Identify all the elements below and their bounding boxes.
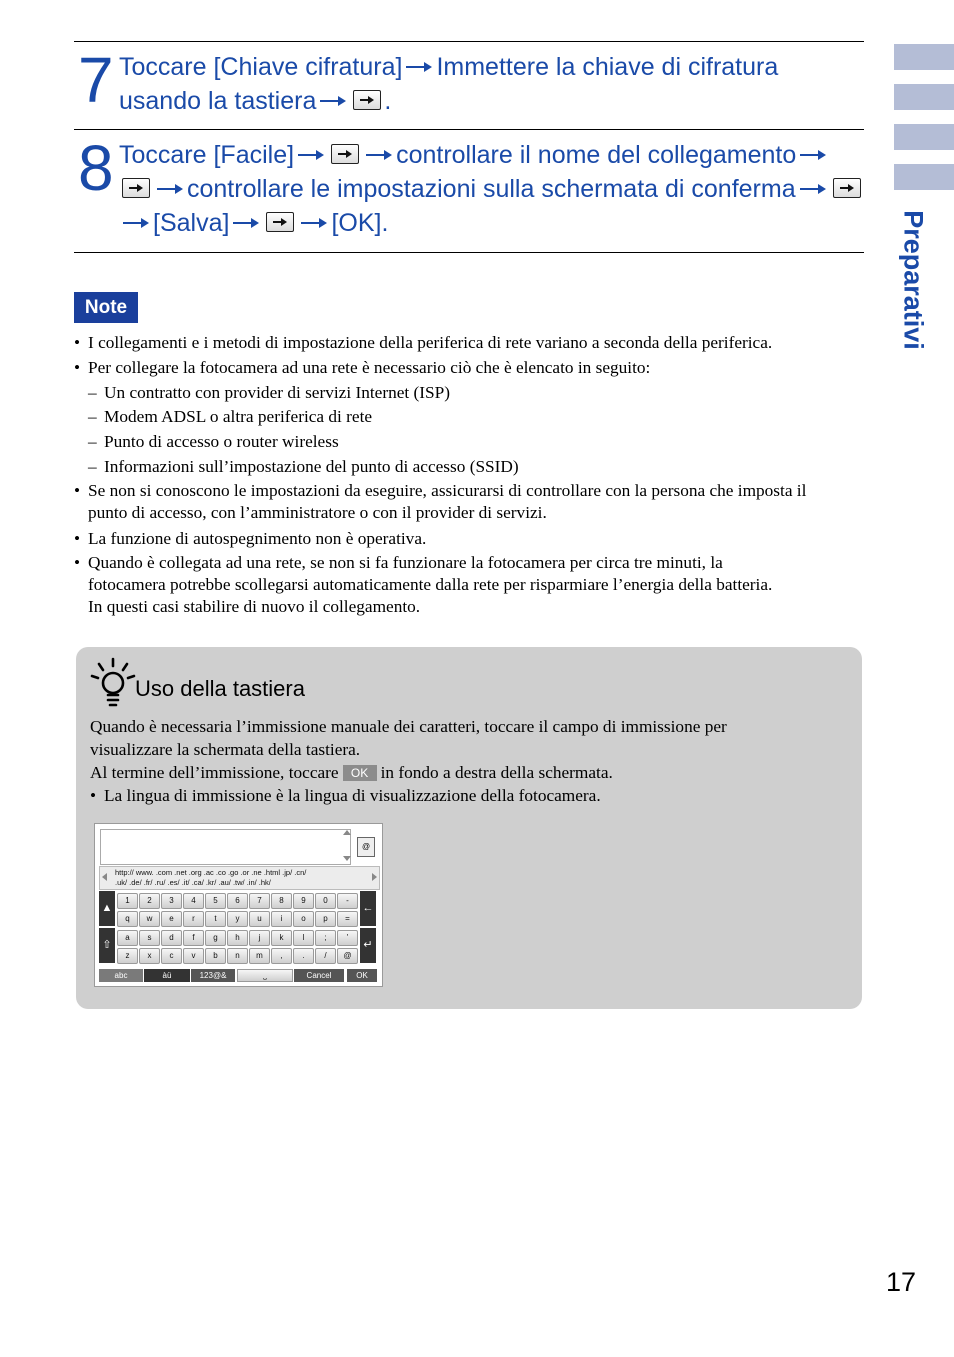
ok-button-icon: OK <box>343 765 377 781</box>
note-line: • Quando è collegata ad una rete, se non si fa funzionare la fotocamera per circa tre minuti, la <box>88 552 723 572</box>
keyboard-key: t <box>205 911 226 927</box>
note-line: In questi casi stabilire di nuovo il collegamento. <box>88 596 421 616</box>
arrow-icon <box>301 217 327 229</box>
step-text-part: [OK]. <box>331 209 389 237</box>
keyboard-key: s <box>139 930 160 946</box>
keyboard-key: @ <box>337 948 358 964</box>
keyboard-key: 7 <box>249 893 270 909</box>
keyboard-key: ; <box>315 930 336 946</box>
tip-box <box>76 647 862 1009</box>
keyboard-key: b <box>205 948 226 964</box>
step-7 <box>74 41 864 130</box>
keyboard-key: v <box>183 948 204 964</box>
section-tab <box>894 44 954 70</box>
section-divider <box>74 252 864 253</box>
next-button-icon <box>833 178 861 198</box>
keyboard-key: m <box>249 948 270 964</box>
arrow-icon <box>406 61 432 73</box>
shift-icon: ⇧ <box>99 928 115 963</box>
note-list <box>74 331 874 618</box>
keyboard-key: u <box>249 911 270 927</box>
keyboard-key: n <box>227 948 248 964</box>
next-button-icon <box>122 178 150 198</box>
note-item <box>74 552 874 618</box>
enter-icon: ↵ <box>360 928 376 963</box>
section-label <box>890 200 936 360</box>
keyboard-key: p <box>315 911 336 927</box>
keyboard-key: x <box>139 948 160 964</box>
tip-line <box>90 761 850 784</box>
next-button-icon <box>266 212 294 232</box>
at-mode-key: @ <box>357 837 375 857</box>
page-number: 17 <box>885 1267 916 1297</box>
keyboard-key: 9 <box>293 893 314 909</box>
note-item: • I collegamenti e i metodi di impostazione della periferica di rete variano a seconda della periferica. <box>74 331 874 356</box>
arrow-icon <box>800 149 826 161</box>
next-button-icon <box>353 90 381 110</box>
step-text-part: Immettere la chiave di cifratura usando la tastiera <box>119 53 779 115</box>
keyboard-key: - <box>337 893 358 909</box>
keyboard-key: = <box>337 911 358 927</box>
keyboard-key: 2 <box>139 893 160 909</box>
backspace-icon: ← <box>360 891 376 926</box>
keyboard-key: r <box>183 911 204 927</box>
note-item: • La funzione di autospegnimento non è operativa. <box>74 527 874 552</box>
keyboard-key: j <box>249 930 270 946</box>
arrow-icon <box>157 183 183 195</box>
tip-bullet: • La lingua di immissione è la lingua di visualizzazione della fotocamera. <box>90 784 850 807</box>
step-instruction <box>119 50 864 118</box>
keyboard-key: k <box>271 930 292 946</box>
step-instruction <box>119 138 864 240</box>
step-text-part: Toccare [Facile] <box>119 141 295 169</box>
keyboard-key: 1 <box>117 893 138 909</box>
keyboard-key: , <box>271 948 292 964</box>
keyboard-mode-symbols: 123@& <box>191 969 235 982</box>
step-text-part: controllare le impostazioni sulla schermata di conferma <box>187 175 796 203</box>
step-number: 8 <box>78 132 114 204</box>
keyboard-key: i <box>271 911 292 927</box>
section-tab <box>894 164 954 190</box>
space-key: ⎵ <box>237 969 293 982</box>
keyboard-screenshot <box>94 823 383 987</box>
keyboard-key: 3 <box>161 893 182 909</box>
section-tab <box>894 84 954 110</box>
section-tab <box>894 124 954 150</box>
tip-title: Uso della tastiera <box>135 676 305 701</box>
scroll-up-icon <box>343 830 351 835</box>
keyboard-key: y <box>227 911 248 927</box>
chevron-left-icon <box>102 873 107 881</box>
keyboard-mode-accents: àü <box>144 969 190 982</box>
keyboard-key: q <box>117 911 138 927</box>
note-item: • Se non si conoscono le impostazioni da eseguire, assicurarsi di controllare con la persona che imposta il punto di accesso, con l’amministratore o con il provider di servizi. <box>74 480 838 524</box>
note-line: fotocamera potrebbe scollegarsi automaticamente dalla rete per risparmiare l’energia della batteria. <box>88 574 773 594</box>
keyboard-key: e <box>161 911 182 927</box>
note-label: Note <box>74 292 138 323</box>
keyboard-key: d <box>161 930 182 946</box>
keyboard-key: 5 <box>205 893 226 909</box>
step-text-part: . <box>384 87 392 115</box>
cancel-key: Cancel <box>294 969 344 982</box>
tip-body <box>90 715 850 807</box>
lock-icon: ▲ <box>99 891 115 926</box>
suggestion-line: http:// www. .com .net .org .ac .co .go .or .ne .html .jp/ .cn/ <box>115 868 307 877</box>
arrow-icon <box>800 183 826 195</box>
arrow-icon <box>123 217 149 229</box>
lightbulb-icon <box>90 657 136 709</box>
keyboard-key: c <box>161 948 182 964</box>
keyboard-key: f <box>183 930 204 946</box>
chevron-right-icon <box>372 873 377 881</box>
keyboard-key: 8 <box>271 893 292 909</box>
suggestion-line: .uk/ .de/ .fr/ .ru/ .es/ .it/ .ca/ .kr/ .au/ .tw/ .in/ .hk/ <box>115 878 271 887</box>
keyboard-key: 6 <box>227 893 248 909</box>
keyboard-mode-abc: abc <box>99 969 143 982</box>
arrow-icon <box>233 217 259 229</box>
scroll-down-icon <box>343 856 351 861</box>
step-number: 7 <box>78 44 114 116</box>
step-8 <box>74 129 864 253</box>
note-item: • Per collegare la fotocamera ad una rete è necessario ciò che è elencato in seguito: <box>74 356 874 381</box>
keyboard-key: 4 <box>183 893 204 909</box>
note-subitem: – Informazioni sull’impostazione del punto di accesso (SSID) <box>74 455 874 480</box>
keyboard-key: a <box>117 930 138 946</box>
keyboard-suggestions <box>99 866 380 890</box>
arrow-icon <box>298 149 324 161</box>
keyboard-key: h <box>227 930 248 946</box>
ok-key: OK <box>347 969 377 982</box>
note-subitem: – Un contratto con provider di servizi Internet (ISP) <box>74 381 874 406</box>
keyboard-key: o <box>293 911 314 927</box>
keyboard-key: g <box>205 930 226 946</box>
next-button-icon <box>331 144 359 164</box>
note-subitem: – Punto di accesso o router wireless <box>74 430 874 455</box>
keyboard-key: z <box>117 948 138 964</box>
section-label-text: Preparativi <box>898 210 929 350</box>
keyboard-key: ' <box>337 930 358 946</box>
step-text-part: [Salva] <box>153 209 230 237</box>
tip-line: visualizzare la schermata della tastiera. <box>90 740 361 759</box>
keyboard-key: l <box>293 930 314 946</box>
note-subitem: – Modem ADSL o altra periferica di rete <box>74 405 874 430</box>
keyboard-key: w <box>139 911 160 927</box>
keyboard-key: . <box>293 948 314 964</box>
tip-line: Quando è necessaria l’immissione manuale dei caratteri, toccare il campo di immissione per <box>90 717 727 736</box>
tip-text: in fondo a destra della schermata. <box>380 763 613 782</box>
keyboard-key: 0 <box>315 893 336 909</box>
arrow-icon <box>320 95 346 107</box>
keyboard-key: / <box>315 948 336 964</box>
keyboard-input-field <box>100 829 351 865</box>
step-text-part: controllare il nome del collegamento <box>396 141 797 169</box>
step-text-part: Toccare [Chiave cifratura] <box>119 53 403 81</box>
tip-text: Al termine dell’immissione, toccare <box>90 763 339 782</box>
arrow-icon <box>366 149 392 161</box>
